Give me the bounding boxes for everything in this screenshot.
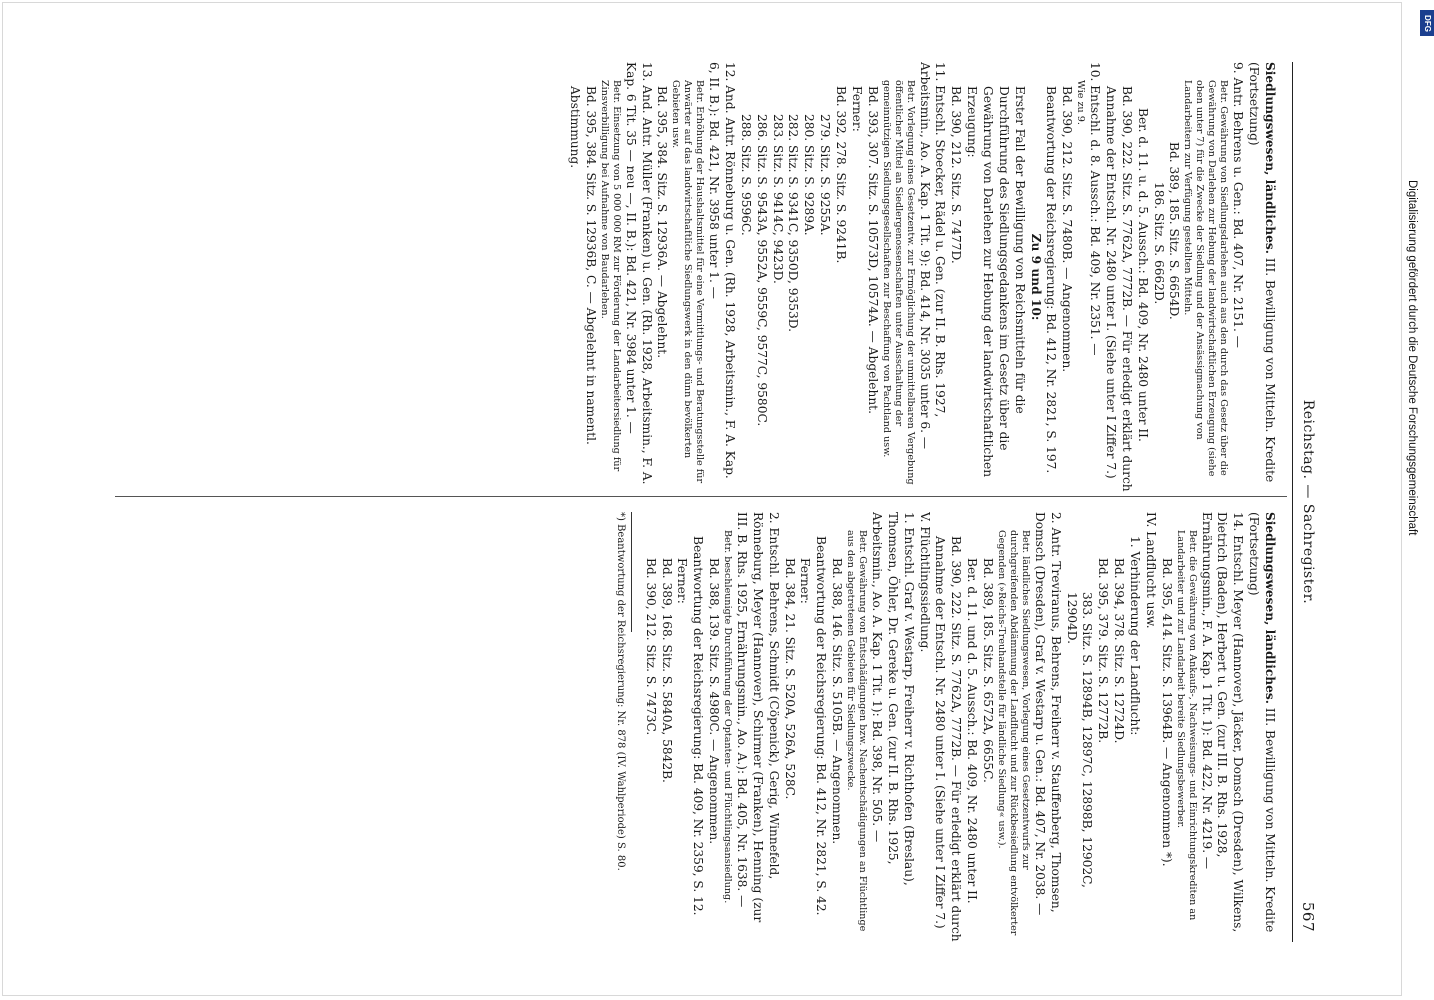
entry-line: 11. Entschl. Stoecker, Rädel u. Gen. (zur II. B. Rhs. 1927, Arbeitsmin., Ao. A. Kap. 1 Tit. 9): Bd. 414, Nr. 3035 unter 6. — [917, 62, 948, 450]
reference-line: 279. Sitz. S. 9255A. [818, 114, 833, 236]
running-header: Reichstag. — Sachregister. [1300, 399, 1316, 605]
entry-line: 13. And. Antr. Müller (Franken) u. Gen. (Rh. 1928, Arbeitsmin., F. A. Kap. 6 Tit. 35 — neu —, II. B.): Bd. 421, Nr. 3984 unter 1. — [623, 62, 654, 485]
reference-line: Bd. 390, 222. Sitz. S. 7762A, 7772B. — Für erledigt erklärt durch Annahme der Entschl. Nr. 2480 unter I. (Siehe unter I Ziffer 7.) [933, 536, 964, 942]
reference-line: 282. Sitz. S. 9341C, 9350D, 9353D. [786, 114, 801, 332]
reference-line: Beantwortung der Reichsregierung: Bd. 412, Nr. 2821, S. 197. [1044, 86, 1059, 474]
reference-line: 186. Sitz. S. 6662D. [1151, 182, 1166, 305]
entry-line: 9. Antr. Behrens u. Gen.: Bd. 407, Nr. 2151. — [1231, 62, 1246, 348]
entry-line: 2. Entschl. Behrens, Schmidt (Cöpenick), Gerig, Winnefeld, Rönneburg, Meyer (Hannover), Schirmer (Franken), Henning (zur III. B. Rhs. 1925, Ernährungsmin., Ao. A.): Bd. 405, Nr. 1638. — [735, 512, 781, 923]
left-section-subheading: III. Bewilligung von Mitteln. Kredite (Fortsetzung) [1247, 62, 1277, 483]
header-rule [1292, 62, 1293, 942]
reference-line: Ber. d. 11. und d. 5. Aussch.: Bd. 409, Nr. 2480 unter II. [965, 558, 980, 904]
dfg-logo-icon [1420, 10, 1434, 36]
left-column [95, 62, 1277, 492]
footnote-rule [631, 512, 632, 632]
right-column [95, 512, 1277, 942]
entry-note: Betr. Erhöhung der Haushaltsmittel für eine Vermittlungs- und Beratungsstelle für Anwärter auf das landwirtschaftliche Siedlungswerk in den dünn bevölkerten Gebieten usw. [670, 80, 706, 484]
reference-line: Bd. 395, 384. Sitz. S. 12936B, C. — Abgelehnt in namentl. Abstimmung. [567, 86, 598, 445]
reference-line: Beantwortung der Reichsregierung: Bd. 409, Nr. 2359, S. 12. [691, 536, 706, 916]
reference-line: Beantwortung der Reichsregierung: Bd. 412, Nr. 2821, S. 42. [814, 536, 829, 916]
reference-label: Ferner: [798, 558, 813, 604]
entry-note: Betr. beschleunigte Durchführung der Optanten- und Flüchtlingsansiedlung. [722, 530, 734, 904]
reference-line: Bd. 393, 307. Sitz. S. 10573D, 10574A. — Abgelehnt. [865, 86, 880, 414]
logo-text: DFG [1422, 14, 1432, 32]
reference-line: Bd. 389, 168. Sitz. S. 5840A, 5842B. [659, 558, 674, 783]
reference-line: Bd. 388, 139. Sitz. S. 4980C. — Angenommen. [707, 558, 722, 845]
reference-line: Bd. 384, 21. Sitz. S. 520A, 526A, 528C. [782, 558, 797, 800]
page-number: 567 [1299, 901, 1317, 932]
footnote: *) Beantwortung der Reichsregierung: Nr. 878 (IV. Wahlperiode) S. 80. [614, 512, 626, 871]
entry-line: 10. Entschl. d. 8. Aussch.: Bd. 409, Nr. 2351. — [1088, 62, 1103, 356]
rotated-page [75, 42, 1335, 962]
reference-line: 286. Sitz. S. 9543A, 9552A, 9559C, 9577C, 9580C. [754, 114, 769, 427]
reference-line: Bd. 390, 212. Sitz. S. 7480B. — Angenommen. [1060, 86, 1075, 373]
reference-line: Bd. 395, 379. Sitz. S. 12772B. [1096, 558, 1111, 744]
entry-line: 12. And. Antr. Rönneburg u. Gen. (Rh. 1928, Arbeitsmin., F. A. Kap. 6, II. B.): Bd. 421, Nr. 3958 unter 1. — [707, 62, 738, 479]
entry-note: Betr. Vorlegung eines Gesetzentw. zur Ermöglichung der unmittelbaren Vergebung öffentlicher Mittel an Siedlergenossenschaften unter Ausschaltung der gemeinnützigen Siedlungsgesellschaften zur Beschaffung von Pachtland usw. [880, 80, 916, 485]
right-section-subheading: III. Bewilligung von Mitteln. Kredite (Fortsetzung) [1247, 512, 1277, 933]
entry-note: Betr. Gewährung von Entschädigungen bzw. Nachentschädigungen an Flüchtlinge aus den abgetretenen Gebieten für Siedlungszwecke. [845, 530, 869, 932]
reference-line: Bd. 390, 212. Sitz. S. 7473C. [643, 558, 658, 736]
reference-line: 288. Sitz. S. 9596C. [738, 114, 753, 236]
entry-note: Betr. ländliches Siedlungswesen, Vorlegung eines Gesetzentwurfs zur durchgreifenden Abdämmung der Landflucht und zur Rückbesiedlung entvölkerter Gegenden (»Reichs-Treuhandstelle für ländliche Siedlung« usw.). [996, 530, 1031, 936]
column-divider [115, 496, 1287, 497]
reference-line: 280. Sitz. S. 9289A. [802, 114, 817, 236]
reference-line: 383. Sitz. S. 12894B, 12897C, 12898B, 12902C, 12904D. [1064, 592, 1095, 888]
subheading: Zu 9 und 10: [1028, 233, 1043, 321]
reference-line: Bd. 389, 185. Sitz. S. 6572A, 6655C. [981, 558, 996, 783]
reference-line: Bd. 392, 278. Sitz. S. 9241B. [834, 86, 849, 264]
section-heading: V. Flüchtlingssiedlung. [917, 512, 932, 653]
reference-line: Bd. 388, 146. Sitz. S. 5105B. — Angenommen. [830, 558, 845, 845]
reference-line: Bd. 395, 414. Sitz. S. 13964B. — Angenommen *). [1159, 558, 1174, 867]
reference-line: Bd. 395, 384. Sitz. S. 12936A. — Abgelehnt. [655, 86, 670, 359]
reference-line: Bd. 390, 222. Sitz. S. 7762A, 7772B. — Für erledigt erklärt durch Annahme der Entschl. Nr. 2480 unter I. (Siehe unter I Ziffer 7.) [1104, 86, 1134, 492]
entry-line: 1. Verhinderung der Landflucht: [1128, 536, 1143, 736]
reference-line: Ber. d. 11. u. d. 5. Aussch.: Bd. 409, Nr. 2480 unter II. [1135, 108, 1150, 442]
reference-line: Bd. 389, 185. Sitz. S. 6654D. [1167, 142, 1182, 320]
funding-note: Digitalisierung gefördert durch die Deutsche Forschungsgemeinschaft [1406, 180, 1418, 536]
section-heading: IV. Landflucht usw. [1143, 512, 1158, 629]
entry-note: Erster Fall der Bewilligung von Reichsmitteln für die Durchführung des Siedlungsgedankens im Gesetz über die Gewährung von Darlehen zur Hebung der landwirtschaftlichen Erzeugung: [965, 86, 1027, 478]
reference-label: Ferner: [849, 86, 864, 132]
entry-note: Betr. Gewährung von Siedlungsdarlehen auch aus den durch das Gesetz über die Gewährung von Darlehen zur Hebung der landwirtschaftlichen Erzeugung (siehe oben unter 7) für die Zwecke der Siedlung und der Ansässigmachung von Landarbeitern zur Verfügung gestellten Mitteln. [1182, 80, 1230, 477]
left-section-heading: Siedlungswesen, ländliches. [1263, 62, 1277, 254]
entry-line: 2. Antr. Treviranus, Behrens, Freiherr v. Stauffenberg, Thomsen, Domsch (Dresden), Graf v. Westarp u. Gen.: Bd. 407, Nr. 2038. — [1032, 512, 1063, 916]
reference-line: Bd. 390, 212. Sitz. S. 7477D. [949, 86, 964, 264]
entry-note: Betr. Einsetzung von 5 000 000 RM zur Förderung der Landarbeitersiedlung für Zinsverbilligung bei Aufnahme von Baudarlehen. [598, 80, 622, 472]
entry-note: Betr. die Gewährung von Ankaufs-, Nachweisungs- und Einrichtungskrediten an Landarbeiter und zur Landarbeit bereite Siedlungsbewerber. [1174, 530, 1198, 921]
entry-line: 14. Entschl. Meyer (Hannover), Jäcker, Domsch (Dresden), Wilkens, Dietrich (Baden), Herbert u. Gen. (zur III. B. Rhs. 1928, Ernährungsmin., F. A. Kap. 1 Tit. 1): Bd. 422, Nr. 4219. — [1199, 512, 1246, 933]
reference-label: Ferner: [675, 558, 690, 604]
reference-line: 283. Sitz. S. 9414C, 9423D. [770, 114, 785, 284]
reference-line: Bd. 394, 378. Sitz. S. 12724D. [1112, 558, 1127, 744]
right-section-heading: Siedlungswesen, ländliches. [1263, 512, 1277, 704]
entry-line: 1. Entschl. Graf v. Westarp, Freiherr v. Richthofen (Breslau), Thomsen, Öhler, Dr. Gereke u. Gen. (zur II. B. Rhs. 1925, Arbeitsmin., Ao. A. Kap. 1 Tit. 1): Bd. 398, Nr. 505. — [870, 512, 916, 886]
entry-note: Wie zu 9. [1075, 80, 1087, 125]
